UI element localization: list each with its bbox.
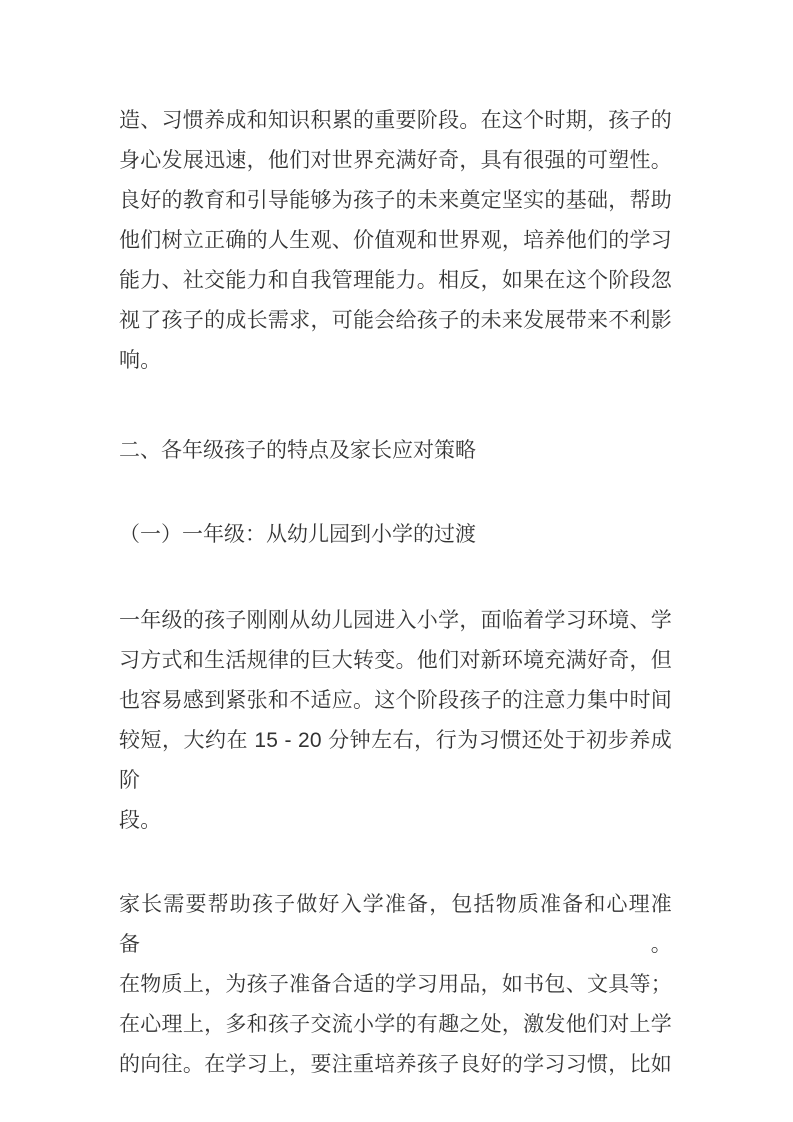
- text-line: 良好的教育和引导能够为孩子的未来奠定坚实的基础，帮助: [119, 189, 672, 212]
- text-line: 的向往。在学习上，要注重培养孩子良好的学习习惯，比如: [119, 1053, 672, 1076]
- text-line: 较短，大约在 15 - 20 分钟左右，行为习惯还处于初步养成阶: [119, 729, 672, 792]
- text-line: 在心理上，多和孩子交流小学的有趣之处，激发他们对上学: [119, 1013, 672, 1036]
- text-line: 段。: [119, 809, 162, 832]
- text-line: 习方式和生活规律的巨大转变。他们对新环境充满好奇，但: [119, 649, 672, 672]
- text-line: 家长需要帮助孩子做好入学准备，包括物质准备和心理准备。: [119, 893, 672, 956]
- subsection-heading-text: （一）一年级：从幼儿园到小学的过渡: [119, 523, 476, 546]
- text-line: 响。: [119, 349, 162, 372]
- text-line: 也容易感到紧张和不适应。这个阶段孩子的注意力集中时间: [119, 689, 672, 712]
- section-heading: [119, 431, 672, 471]
- paragraph-grade1-advice: [119, 885, 672, 1085]
- paragraph-grade1-traits: [119, 601, 672, 841]
- subsection-heading: [119, 515, 672, 555]
- text-line: 能力、社交能力和自我管理能力。相反，如果在这个阶段忽: [119, 269, 672, 292]
- text-line: 在物质上，为孩子准备合适的学习用品，如书包、文具等；: [119, 973, 672, 996]
- paragraph-intro: [119, 101, 672, 381]
- text-line: 身心发展迅速，他们对世界充满好奇，具有很强的可塑性。: [119, 149, 672, 172]
- text-line: 一年级的孩子刚刚从幼儿园进入小学，面临着学习环境、学: [119, 609, 672, 632]
- text-line: 造、习惯养成和知识积累的重要阶段。在这个时期，孩子的: [119, 109, 672, 132]
- text-line: 视了孩子的成长需求，可能会给孩子的未来发展带来不利影: [119, 309, 672, 332]
- section-heading-text: 二、各年级孩子的特点及家长应对策略: [119, 439, 476, 462]
- text-line: 他们树立正确的人生观、价值观和世界观，培养他们的学习: [119, 229, 672, 252]
